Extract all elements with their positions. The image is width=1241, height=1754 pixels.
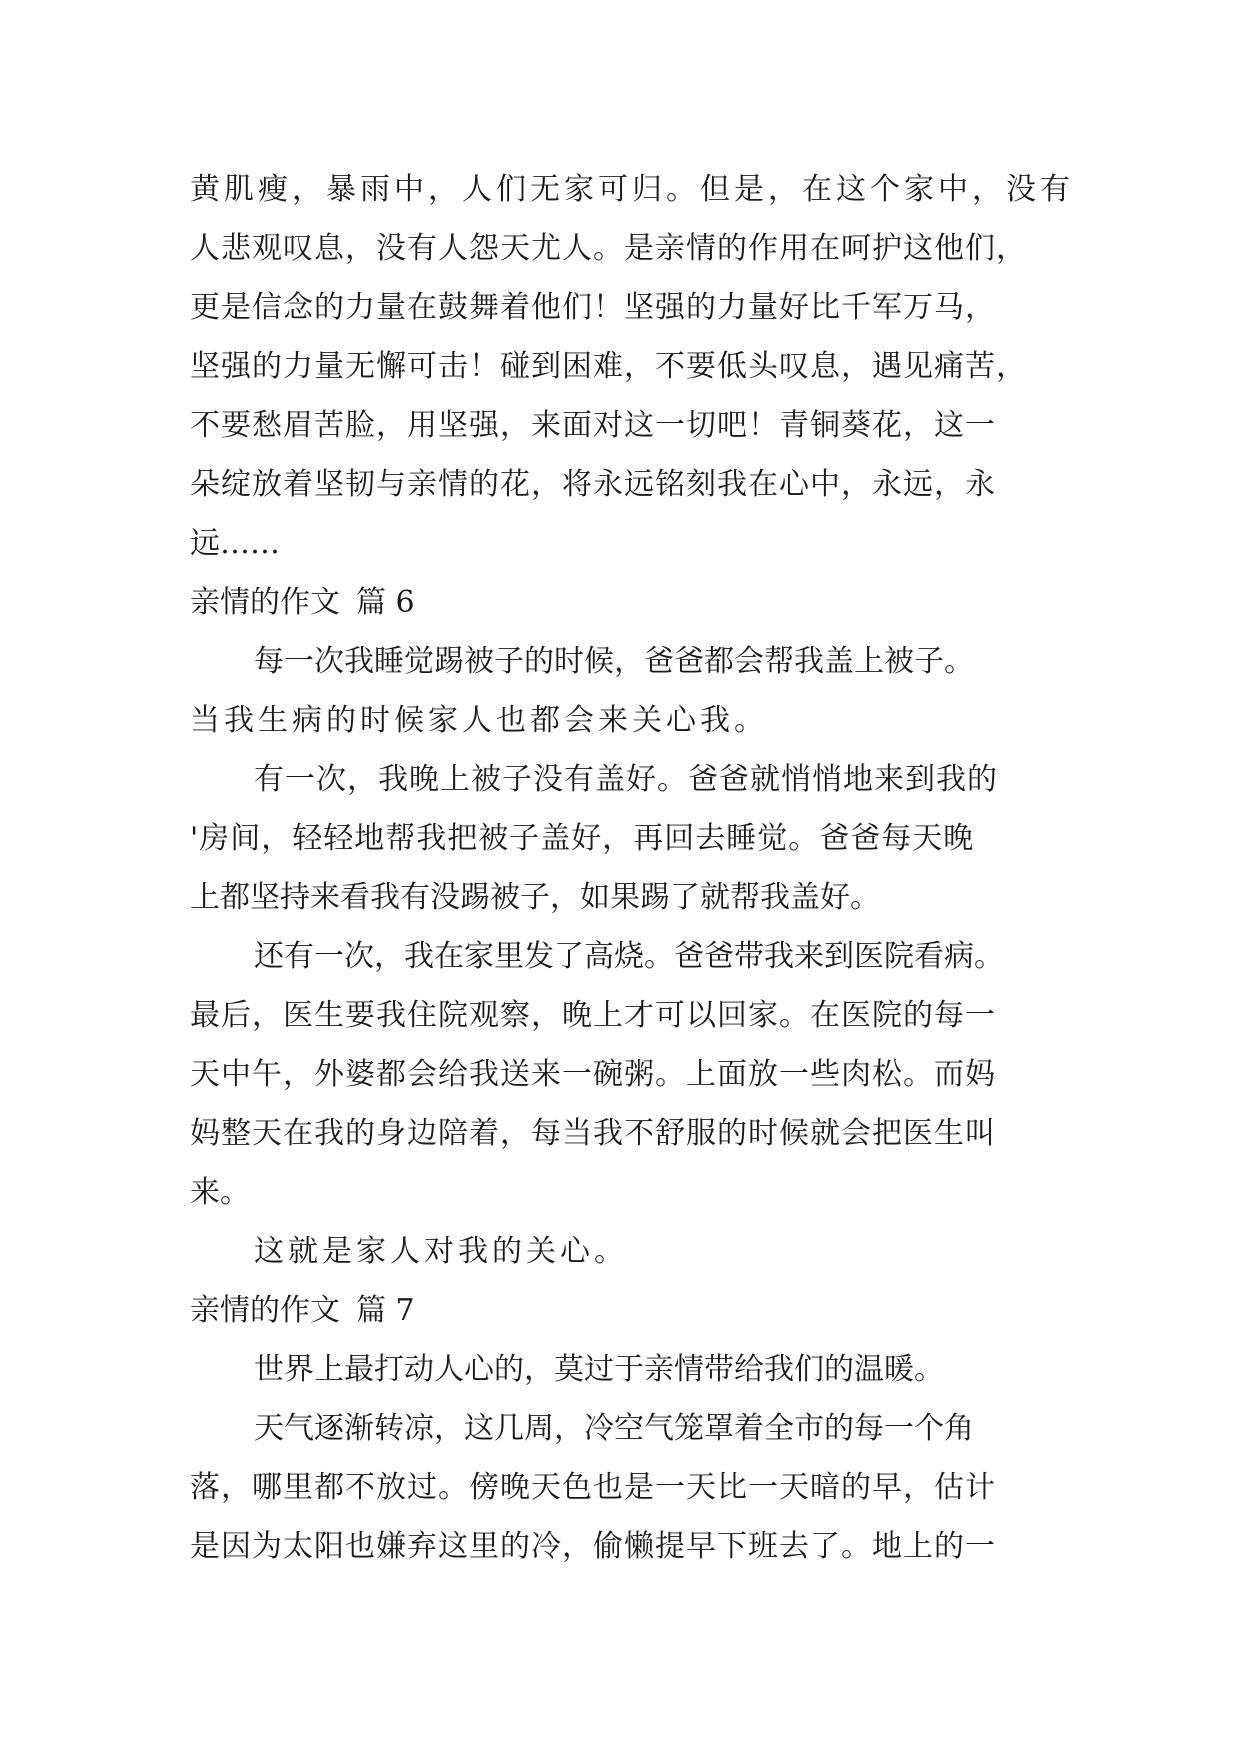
text-line: '房间，轻轻地帮我把被子盖好，再回去睡觉。爸爸每天晚 <box>190 821 975 856</box>
section-number: 篇 6 <box>356 585 415 620</box>
text-line: 远…… <box>190 526 280 561</box>
text-line: 天中午，外婆都会给我送来一碗粥。上面放一些肉松。而妈 <box>190 1057 996 1092</box>
document-body <box>190 160 1074 1576</box>
section-heading <box>190 573 1070 632</box>
text-line: 最后，医生要我住院观察，晚上才可以回家。在医院的每一 <box>190 998 996 1033</box>
text-line: 不要愁眉苦脸，用坚强，来面对这一切吧！青铜葵花，这一 <box>190 408 996 443</box>
text-line: 坚强的力量无懈可击！碰到困难，不要低头叹息，遇见痛苦， <box>190 349 1027 384</box>
text-line: 是因为太阳也嫌弃这里的冷，偷懒提早下班去了。地上的一 <box>190 1529 996 1564</box>
text-line: 朵绽放着坚韧与亲情的花，将永远铭刻我在心中，永远，永 <box>190 467 996 502</box>
text-line: 当我生病的时候家人也都会来关心我。 <box>190 703 768 738</box>
text-line: 这就是家人对我的关心。 <box>254 1234 628 1269</box>
section-title: 亲情的作文 <box>190 1293 340 1328</box>
text-line: 世界上最打动人心的，莫过于亲情带给我们的温暖。 <box>254 1352 944 1387</box>
text-line: 妈整天在我的身边陪着，每当我不舒服的时候就会把医生叫 <box>190 1116 996 1151</box>
text-line: 来。 <box>190 1175 250 1210</box>
text-line: 还有一次，我在家里发了高烧。爸爸带我来到医院看病。 <box>254 939 1004 974</box>
text-line: 每一次我睡觉踢被子的时候，爸爸都会帮我盖上被子。 <box>254 644 974 679</box>
section-number: 篇 7 <box>356 1293 415 1328</box>
text-line: 更是信念的力量在鼓舞着他们！坚强的力量好比千军万马， <box>190 290 996 325</box>
text-line: 天气逐渐转凉，这几周，冷空气笼罩着全市的每一个角 <box>254 1411 974 1446</box>
text-line: 黄肌瘦，暴雨中，人们无家可归。但是，在这个家中，没有 <box>190 172 1074 207</box>
text-line: 有一次，我晚上被子没有盖好。爸爸就悄悄地来到我的 <box>254 762 998 797</box>
text-line: 落，哪里都不放过。傍晚天色也是一天比一天暗的早，估计 <box>190 1470 996 1505</box>
text-line: 人悲观叹息，没有人怨天尤人。是亲情的作用在呵护这他们， <box>190 231 1027 266</box>
text-line: 上都坚持来看我有没踢被子，如果踢了就帮我盖好。 <box>190 880 880 915</box>
section-title: 亲情的作文 <box>190 585 340 620</box>
section-heading <box>190 1281 1070 1340</box>
